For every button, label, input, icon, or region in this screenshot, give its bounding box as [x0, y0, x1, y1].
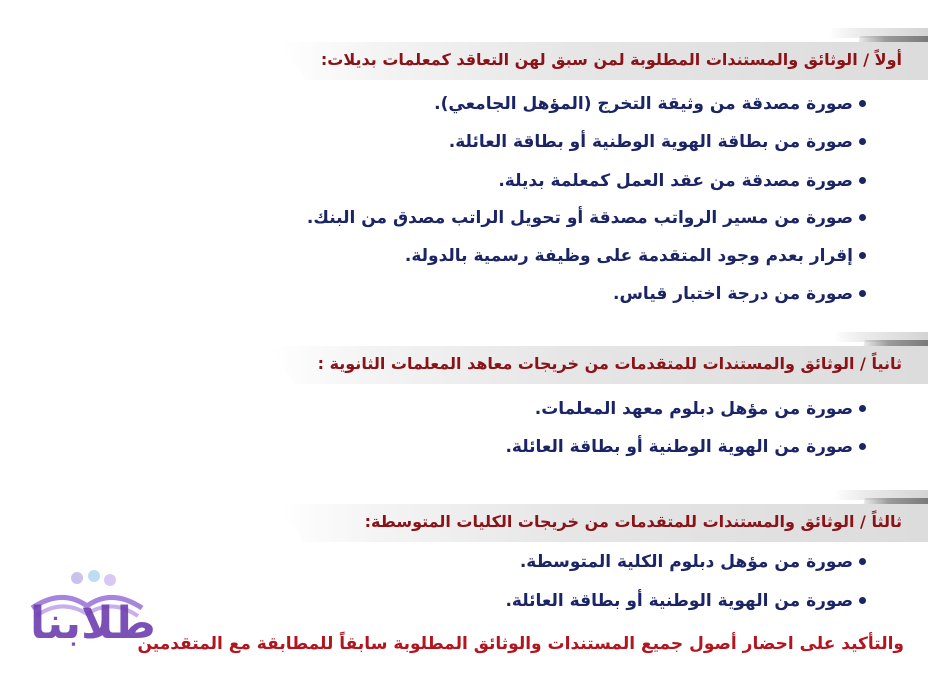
bullet-icon — [859, 177, 866, 184]
list-item: صورة من بطاقة الهوية الوطنية أو بطاقة العائلة. — [449, 131, 866, 153]
bullet-icon — [859, 290, 866, 297]
list-item: صورة مصدقة من وثيقة التخرج (المؤهل الجامعي). — [434, 93, 866, 115]
bullet-icon — [859, 405, 866, 412]
section-1-title: أولاً / الوثائق والمستندات المطلوبة لمن سبق لهن التعاقد كمعلمات بديلات: — [320, 50, 902, 69]
list-item: صورة من درجة اختبار قياس. — [613, 283, 866, 305]
section-2-title: ثانياً / الوثائق والمستندات للمتقدمات من خريجات معاهد المعلمات الثانوية : — [317, 354, 902, 373]
bullet-icon — [859, 443, 866, 450]
students-logo-icon — [22, 568, 156, 668]
logo-text: طلابنا — [30, 598, 156, 649]
list-item: صورة من الهوية الوطنية أو بطاقة العائلة. — [505, 436, 866, 458]
list-item: صورة من الهوية الوطنية أو بطاقة العائلة. — [505, 590, 866, 612]
bullet-icon — [859, 597, 866, 604]
list-item: إقرار بعدم وجود المتقدمة على وظيفة رسمية بالدولة. — [405, 245, 866, 267]
list-item: صورة مصدقة من عقد العمل كمعلمة بديلة. — [498, 170, 866, 192]
section-2-header — [268, 346, 928, 384]
bullet-icon — [859, 100, 866, 107]
list-item: صورة من مؤهل دبلوم معهد المعلمات. — [535, 398, 866, 420]
list-item: صورة من مؤهل دبلوم الكلية المتوسطة. — [520, 551, 866, 573]
bullet-icon — [859, 214, 866, 221]
section-3-title: ثالثاً / الوثائق والمستندات للمتقدمات من خريجات الكليات المتوسطة: — [364, 512, 902, 531]
bullet-icon — [859, 138, 866, 145]
bullet-icon — [859, 252, 866, 259]
bullet-icon — [859, 558, 866, 565]
section-1-header — [280, 42, 928, 80]
footer-note: والتأكيد على احضار أصول جميع المستندات والوثائق المطلوبة سابقاً للمطابقة مع المتقدمين — [137, 634, 904, 654]
list-item: صورة من مسير الرواتب مصدقة أو تحويل الراتب مصدق من البنك. — [307, 207, 866, 229]
section-3-header — [278, 504, 928, 542]
